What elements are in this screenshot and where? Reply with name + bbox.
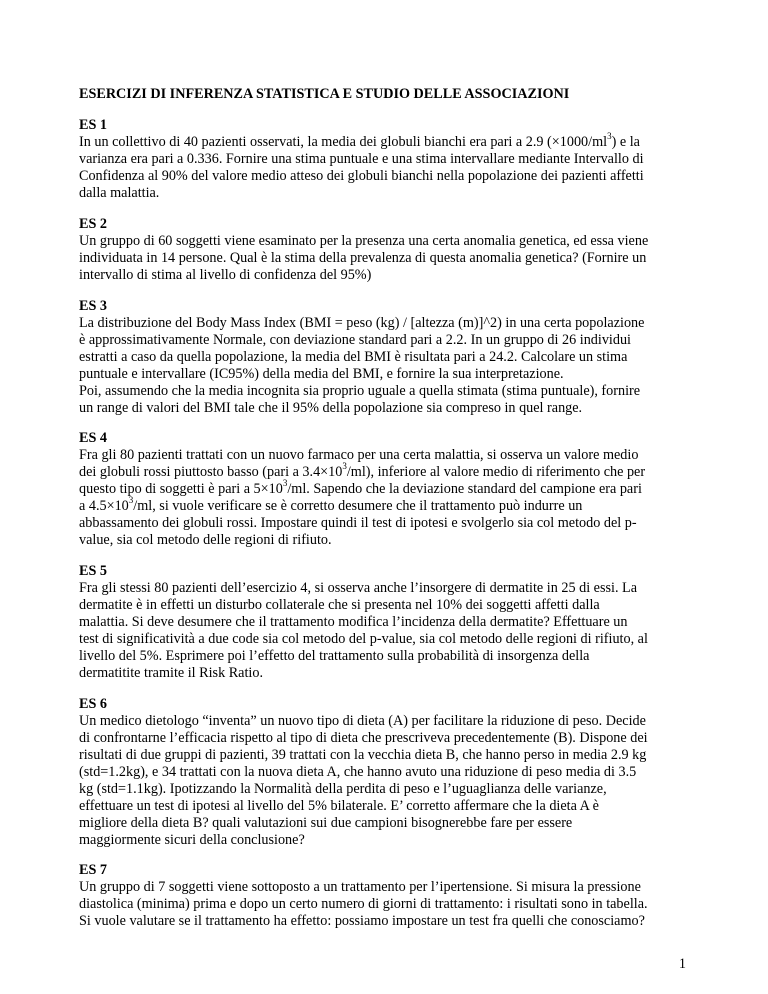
superscript: 3 (282, 478, 288, 489)
exercise-text-line (79, 815, 699, 832)
exercise-text-line (79, 665, 699, 682)
exercise-6 (79, 696, 699, 849)
exercise-text-line (79, 597, 699, 614)
text-segment: un range di valori del BMI tale che il 95% della popolazione sia compreso in quel range. (79, 400, 583, 416)
exercise-text-line (79, 461, 699, 481)
exercise-text-line (79, 478, 699, 498)
exercise-text-line (79, 349, 699, 366)
exercise-text-line (79, 781, 699, 798)
text-segment: Un gruppo di 60 soggetti viene esaminato per la presenza una certa anomalia genetica, ed essa viene (79, 233, 649, 249)
exercise-text-line (79, 913, 699, 930)
exercise-text-line (79, 896, 699, 913)
text-segment: dei globuli rossi piuttosto basso (pari a 3.4×10 (79, 464, 343, 480)
exercise-text-line (79, 250, 699, 267)
text-segment: /ml. Sapendo che la deviazione standard del campione era pari (287, 481, 642, 497)
text-segment: questo tipo di soggetti è pari a 5×10 (79, 481, 283, 497)
text-segment: abbassamento dei globuli rossi. Impostare quindi il test di ipotesi e svolgerlo sia col metodo del p- (79, 515, 637, 531)
exercise-text-line (79, 832, 699, 849)
exercise-text-line (79, 515, 699, 532)
text-segment: Un gruppo di 7 soggetti viene sottoposto a un trattamento per l’ipertensione. Si misura la pressione (79, 879, 641, 895)
exercise-heading: ES 3 (79, 298, 107, 314)
superscript: 3 (128, 495, 134, 506)
text-segment: Poi, assumendo che la media incognita sia proprio uguale a quella stimata (stima puntuale), fornire (79, 383, 641, 399)
exercise-text-line (79, 131, 699, 151)
exercise-text-line (79, 383, 699, 400)
text-segment: maggiormente sicuri della conclusione? (79, 832, 305, 848)
text-segment: /ml), inferiore al valore medio di riferimento che per (346, 464, 646, 480)
exercise-4 (79, 430, 699, 549)
exercise-text-line (79, 798, 699, 815)
exercise-text-line (79, 764, 699, 781)
exercise-text-line (79, 447, 699, 464)
exercise-text-line (79, 631, 699, 648)
exercise-text-line (79, 315, 699, 332)
text-segment: kg (std=1.1kg). Ipotizzando la Normalità della perdita di peso e l’uguaglianza delle varianze, (79, 781, 607, 797)
text-segment: effettuare un test di ipotesi al livello del 5% bilaterale. E’ corretto affermare che la dieta A è (79, 798, 599, 814)
exercise-heading: ES 2 (79, 216, 107, 232)
text-segment: dermatitite tramite il Risk Ratio. (79, 665, 264, 681)
text-segment: In un collettivo di 40 pazienti osservati, la media dei globuli bianchi era pari a 2.9 (×1000/ml (79, 134, 608, 150)
text-segment: migliore della dieta B? quali valutazioni sui due campioni bisognerebbe fare per essere (79, 815, 573, 831)
exercise-heading: ES 4 (79, 430, 107, 446)
exercise-text-line (79, 151, 699, 168)
exercise-text-line (79, 168, 699, 185)
superscript: 3 (607, 131, 612, 142)
page-number: 1 (678, 956, 686, 972)
text-segment: malattia. Si deve desumere che il trattamento modifica l’incidenza della dermatite? Effettuare un (79, 614, 628, 630)
exercise-text-line (79, 495, 699, 515)
exercise-text-line (79, 185, 699, 202)
text-segment: di confrontarne l’efficacia rispetto al tipo di dieta che prescriveva precedentemente (B). Dispone dei (79, 730, 648, 746)
exercise-text-line (79, 648, 699, 665)
exercise-text-line (79, 332, 699, 349)
text-segment: dalla malattia. (79, 185, 160, 201)
exercise-heading: ES 1 (79, 117, 107, 133)
text-segment: Fra gli stessi 80 pazienti dell’esercizio 4, si osserva anche l’insorgere di dermatite in 25 di essi. La (79, 580, 638, 596)
text-segment: test di significatività a due code sia col metodo del p-value, sia col metodo delle regioni di rifiuto, al (79, 631, 648, 647)
text-segment: è approssimativamente Normale, con deviazione standard pari a 2.2. In un gruppo di 26 individui (79, 332, 631, 348)
text-segment: risultati di due gruppi di pazienti, 39 trattati con la vecchia dieta B, che hanno perso in media 2.9 kg (79, 747, 647, 763)
exercise-5 (79, 563, 699, 682)
text-segment: Un medico dietologo “inventa” un nuovo tipo di dieta (A) per facilitare la riduzione di peso. Decide (79, 713, 646, 729)
exercise-heading: ES 6 (79, 696, 107, 712)
exercise-heading: ES 5 (79, 563, 107, 579)
exercise-text-line (79, 879, 699, 896)
text-segment: intervallo di stima al livello di confidenza del 95%) (79, 267, 372, 283)
text-segment: estratti a caso da quella popolazione, la media del BMI è risultata pari a 24.2. Calcolare un stima (79, 349, 628, 365)
exercise-1 (79, 117, 699, 202)
exercise-2 (79, 216, 699, 284)
exercise-heading: ES 7 (79, 862, 107, 878)
superscript: 3 (342, 461, 347, 472)
exercise-text-line (79, 366, 699, 383)
text-segment: /ml, si vuole verificare se è corretto desumere che il trattamento può indurre un (133, 498, 583, 514)
text-segment: a 4.5×10 (79, 498, 129, 514)
exercise-text-line (79, 747, 699, 764)
exercise-text-line (79, 267, 699, 284)
text-segment: Confidenza al 90% del valore medio atteso dei globuli bianchi nella popolazione dei pazienti affetti (79, 168, 644, 184)
exercise-text-line (79, 614, 699, 631)
text-segment: value, sia col metodo delle regioni di rifiuto. (79, 532, 332, 548)
exercise-7 (79, 862, 699, 930)
text-segment: livello del 5%. Esprimere poi l’effetto del trattamento sulla probabilità di insorgenza della (79, 648, 590, 664)
exercise-text-line (79, 532, 699, 549)
text-segment: Si vuole valutare se il trattamento ha effetto: possiamo impostare un test fra quelli che conosciamo? (79, 913, 645, 929)
document-title: ESERCIZI DI INFERENZA STATISTICA E STUDIO DELLE ASSOCIAZIONI (79, 86, 570, 102)
exercise-3 (79, 298, 699, 417)
text-segment: ) e la (611, 134, 640, 150)
exercise-text-line (79, 730, 699, 747)
exercise-text-line (79, 713, 699, 730)
text-segment: dermatite è in effetti un disturbo collaterale che si presenta nel 10% dei soggetti affetti dalla (79, 597, 600, 613)
text-segment: Fra gli 80 pazienti trattati con un nuovo farmaco per una certa malattia, si osserva un valore medio (79, 447, 639, 463)
text-segment: La distribuzione del Body Mass Index (BMI = peso (kg) / [altezza (m)]^2) in una certa popolazione (79, 315, 645, 331)
text-segment: diastolica (minima) prima e dopo un certo numero di giorni di trattamento: i risultati sono in tabella. (79, 896, 648, 912)
text-segment: individuata in 14 persone. Qual è la stima della prevalenza di questa anomalia genetica? (Fornire un (79, 250, 647, 266)
text-segment: puntuale e intervallare (IC95%) della media del BMI, e fornire la sua interpretazione. (79, 366, 564, 382)
text-segment: varianza era pari a 0.336. Fornire una stima puntuale e una stima intervallare mediante Intervallo di (79, 151, 644, 167)
exercise-text-line (79, 233, 699, 250)
exercise-text-line (79, 400, 699, 417)
exercise-text-line (79, 580, 699, 597)
text-segment: (std=1.2kg), e 34 trattati con la nuova dieta A, che hanno avuto una riduzione di peso media di 3.5 (79, 764, 637, 780)
